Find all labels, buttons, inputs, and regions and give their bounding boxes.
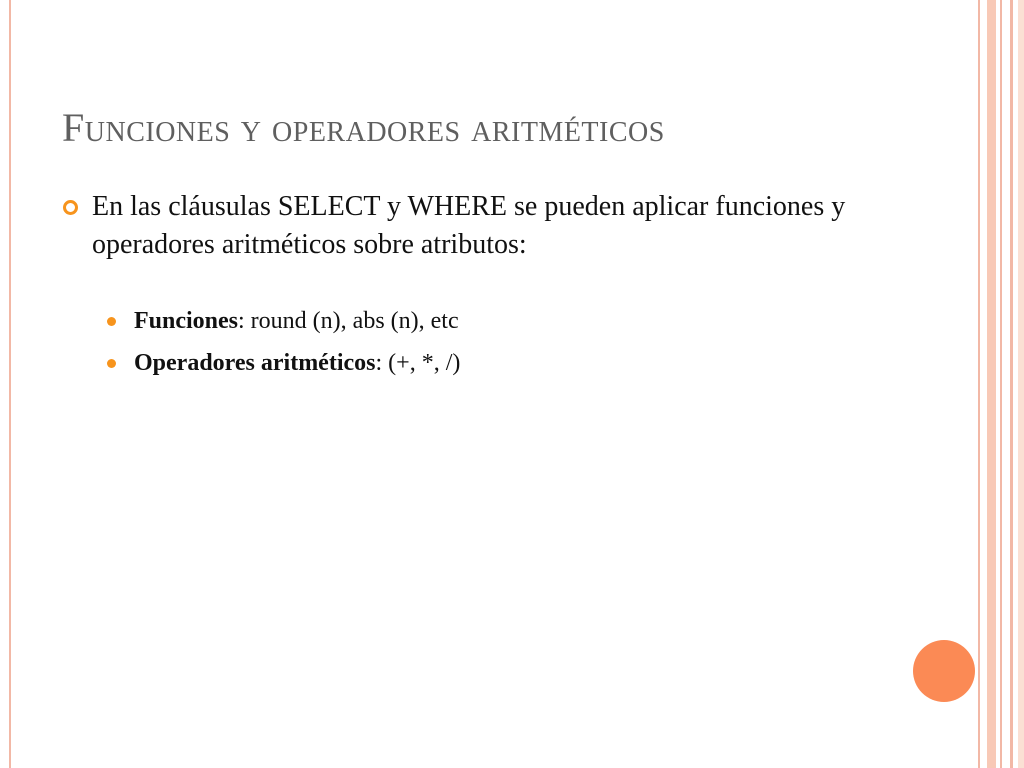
frame-right-line xyxy=(978,0,980,768)
sub-bullet-text: : (+, *, /) xyxy=(375,350,461,376)
dot-bullet-icon xyxy=(107,317,116,326)
sub-bullet-item xyxy=(62,300,912,342)
frame-left-line xyxy=(9,0,11,768)
frame-right-line xyxy=(1000,0,1002,768)
sub-bullet-text: : round (n), abs (n), etc xyxy=(238,308,459,334)
sub-bullet-term: Funciones xyxy=(134,308,239,334)
frame-right-band xyxy=(987,0,996,768)
frame-right-band xyxy=(1018,0,1024,768)
slide-title: Funciones y operadores aritméticos xyxy=(62,105,665,150)
ring-bullet-icon xyxy=(63,200,78,215)
slide-content xyxy=(62,188,912,384)
sub-bullet-item xyxy=(62,342,912,384)
bullet-text: En las cláusulas SELECT y WHERE se pueden aplicar funciones y operadores aritméticos sobre atributos: xyxy=(92,191,846,260)
sub-bullet-list xyxy=(62,300,912,384)
accent-circle xyxy=(913,640,975,702)
dot-bullet-icon xyxy=(107,359,116,368)
sub-bullet-term: Operadores aritméticos xyxy=(134,350,376,376)
bullet-item xyxy=(62,188,872,264)
frame-right-line xyxy=(1010,0,1013,768)
